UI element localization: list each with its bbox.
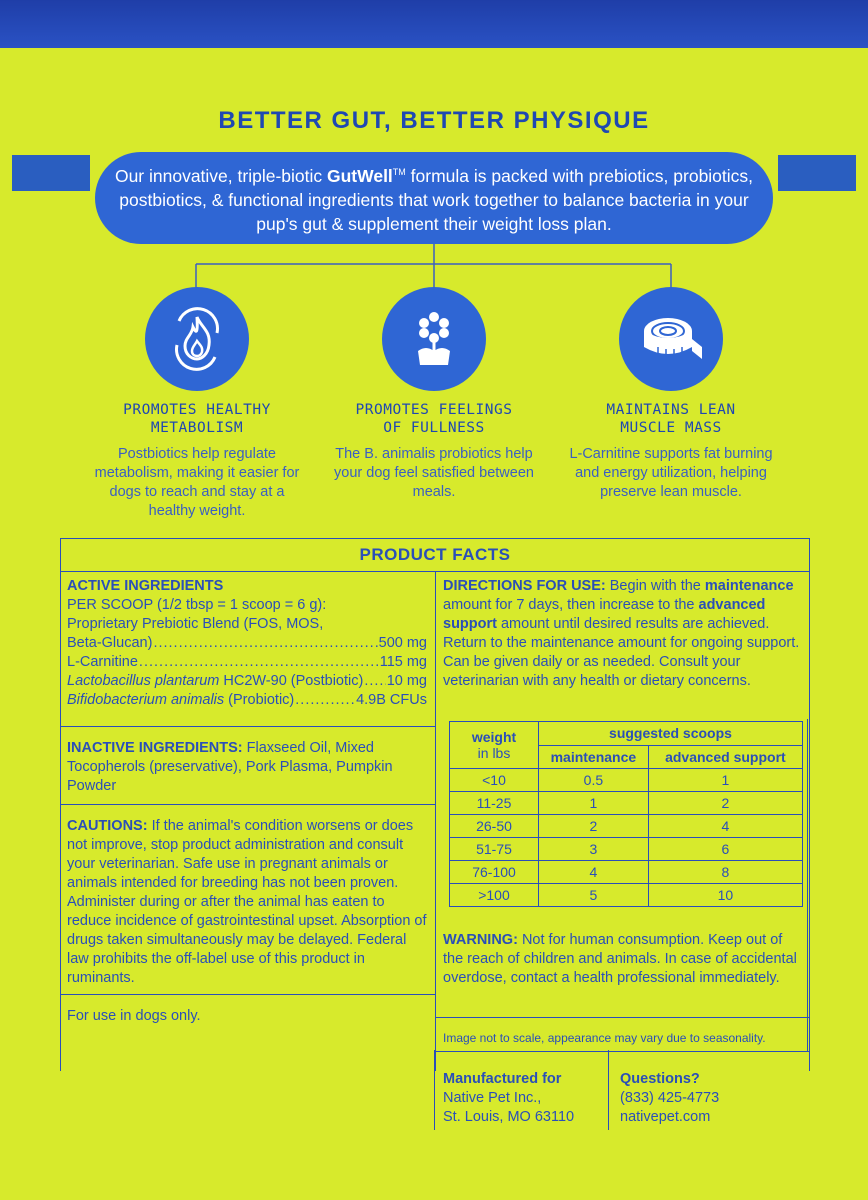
trademark-mark: TM — [392, 167, 406, 178]
questions-info: Questions? (833) 425-4773 nativepet.com — [620, 1071, 720, 1125]
divider — [61, 726, 435, 727]
bifidobacterium-row: Bifidobacterium animalis (Probiotic) ..... 4.9B CFUs — [67, 691, 427, 710]
table-row: 51-75 3 6 — [450, 838, 803, 861]
benefit-description: The B. animalis probiotics help your dog feel satisfied between meals. — [334, 446, 534, 500]
column-divider — [435, 571, 436, 1071]
blend-row: Beta-Glucan) ..... 500 mg — [67, 634, 427, 653]
lactobacillus-row: Lactobacillus plantarum HC2W-90 (Postbiotic) ..... 10 mg — [67, 672, 427, 691]
active-ingredients-heading: ACTIVE INGREDIENTS — [67, 578, 224, 594]
benefit-title: OF FULLNESS — [383, 420, 485, 436]
directions-for-use: DIRECTIONS FOR USE: Begin with the maintenance amount for 7 days, then increase to the advanced support amount until desired results are achieved. Return to the maintenance amount for ongoing support. Can be given daily or as needed. Consult your veterinarian with any health or dietary concerns. — [443, 578, 800, 689]
mfg-divider-left — [434, 1050, 435, 1130]
table-row: 76-100 4 8 — [450, 861, 803, 884]
mfg-divider-mid — [608, 1050, 609, 1130]
scale-note: Image not to scale, appearance may vary due to seasonality. — [443, 1031, 766, 1045]
divider — [61, 994, 435, 995]
product-facts-panel — [60, 538, 810, 1071]
flower-bowl-icon — [382, 287, 486, 391]
divider — [435, 1051, 809, 1052]
suggested-scoops-header: suggested scoops — [539, 722, 803, 746]
headline: BETTER GUT, BETTER PHYSIQUE — [218, 107, 650, 134]
package-side-tab-left — [12, 155, 90, 191]
dogs-only-note: For use in dogs only. — [67, 1008, 201, 1024]
website: nativepet.com — [620, 1109, 711, 1125]
benefit-title: MAINTAINS LEAN — [606, 402, 736, 418]
benefit-metabolism — [92, 287, 302, 521]
benefit-lean-muscle — [566, 287, 776, 502]
divider — [435, 1017, 809, 1018]
gutwell-brand: GutWell — [327, 165, 393, 186]
benefit-title: METABOLISM — [150, 420, 244, 436]
dosage-table — [449, 721, 803, 907]
measuring-tape-icon — [619, 287, 723, 391]
table-row: >100 5 10 — [450, 884, 803, 907]
benefit-title: PROMOTES FEELINGS — [355, 402, 513, 418]
manufacturer-info: Manufactured for Native Pet Inc., St. Louis, MO 63110 — [443, 1071, 575, 1125]
benefit-fullness — [329, 287, 539, 502]
benefit-title: PROMOTES HEALTHY — [123, 402, 271, 418]
product-facts-title: PRODUCT FACTS — [359, 545, 511, 564]
benefit-description: Postbiotics help regulate metabolism, making it easier for dogs to reach and stay at a healthy weight. — [94, 446, 300, 519]
inactive-ingredients: INACTIVE INGREDIENTS: Flaxseed Oil, Mixed Tocopherols (preservative), Pork Plasma, Pumpkin Powder — [67, 740, 393, 794]
per-scoop-line: PER SCOOP (1/2 tbsp = 1 scoop = 6 g): — [67, 597, 327, 613]
warning: WARNING: Not for human consumption. Keep out of the reach of children and animals. In case of accidental overdose, contact a health professional immediately. — [443, 932, 797, 986]
intro-text: Our innovative, triple-biotic GutWell™ formula is packed with prebiotics, probiotics, postbiotics, & functional ingredients that work together to balance bacteria in your pup's gut & supplement their weight loss plan. — [114, 165, 754, 234]
package-top-band — [0, 0, 868, 48]
table-row: 11-25 1 2 — [450, 792, 803, 815]
weight-header: weight in lbs — [450, 722, 539, 769]
intro-banner — [95, 152, 773, 244]
advanced-support-header: advanced support — [648, 745, 802, 769]
maintenance-header: maintenance — [539, 745, 649, 769]
carnitine-row: L-Carnitine ..... 115 mg — [67, 653, 427, 672]
divider — [61, 804, 435, 805]
table-row: <10 0.5 1 — [450, 769, 803, 792]
benefit-description: L-Carnitine supports fat burning and energy utilization, helping preserve lean muscle. — [569, 446, 773, 500]
benefit-title: MUSCLE MASS — [620, 420, 722, 436]
package-side-tab-right — [778, 155, 856, 191]
cautions: CAUTIONS: If the animal's condition worsens or does not improve, stop product administration and consult your veterinarian. Safe use in pregnant animals or animals intended for breeding has not been proven. Administer during or after the animal has eaten to reduce incidence of gastrointestinal upset. Absorption of drugs taken simultaneously may be delayed. Federal law prohibits the off-label use of this product in ruminants. — [67, 818, 427, 986]
table-row: 26-50 2 4 — [450, 815, 803, 838]
phone-number: (833) 425-4773 — [620, 1090, 720, 1106]
right-border — [807, 719, 808, 1051]
active-ingredients — [67, 577, 427, 710]
flame-icon — [145, 287, 249, 391]
blend-line: Proprietary Prebiotic Blend (FOS, MOS, — [67, 616, 324, 632]
